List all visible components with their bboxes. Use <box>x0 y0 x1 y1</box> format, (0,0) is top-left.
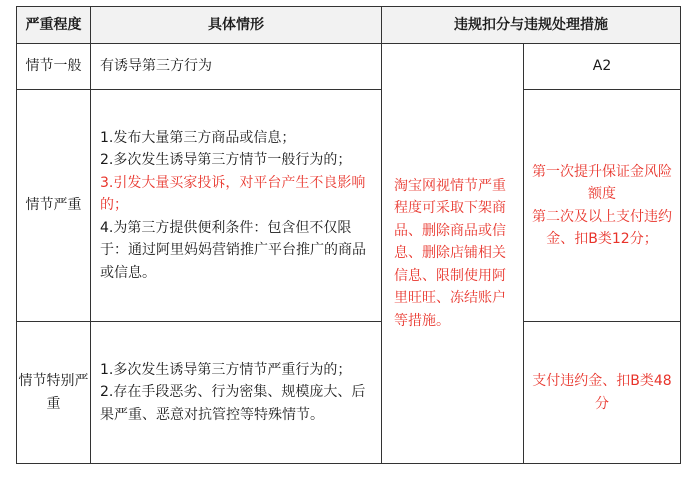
penalty-cell: A2 <box>524 44 681 90</box>
detail-line: 4.为第三方提供便利条件：包含但不仅限于：通过阿里妈妈营销推广平台推广的商品或信息。 <box>100 219 366 281</box>
taobao-measures-cell: 淘宝网视情节严重程度可采取下架商品、删除商品或信息、删除店铺相关信息、限制使用阿里旺旺、冻结账户等措施。 <box>382 44 524 464</box>
penalty-line: 第一次提升保证金风险额度 <box>532 163 672 202</box>
detail-line: 1.发布大量第三方商品或信息； <box>100 129 296 146</box>
level-cell: 情节特别严重 <box>17 322 91 464</box>
level-cell: 情节一般 <box>17 44 91 90</box>
header-measures: 违规扣分与违规处理措施 <box>382 7 681 44</box>
penalty-cell <box>524 90 681 322</box>
detail-line: 2.多次发生诱导第三方情节一般行为的； <box>100 152 352 169</box>
violation-table-container <box>16 6 681 464</box>
detail-cell <box>91 322 382 464</box>
detail-cell <box>91 90 382 322</box>
level-cell: 情节严重 <box>17 90 91 322</box>
detail-line: 1.多次发生诱导第三方情节严重行为的； <box>100 361 352 378</box>
table-header-row <box>17 7 681 44</box>
header-detail: 具体情形 <box>91 7 382 44</box>
detail-line: 有诱导第三方行为 <box>100 58 212 75</box>
table-row <box>17 90 681 322</box>
table-row <box>17 322 681 464</box>
penalty-line: 第二次及以上支付违约金、扣B类12分； <box>532 208 672 247</box>
detail-line: 2.存在手段恶劣、行为密集、规模庞大、后果严重、恶意对抗管控等特殊情节。 <box>100 384 366 423</box>
detail-line-highlight: 3.引发大量买家投诉，对平台产生不良影响的； <box>100 174 366 214</box>
table-row <box>17 44 681 90</box>
penalty-cell: 支付违约金、扣B类48分 <box>524 322 681 464</box>
detail-cell <box>91 44 382 90</box>
violation-penalty-table <box>16 6 681 464</box>
header-level: 严重程度 <box>17 7 91 44</box>
